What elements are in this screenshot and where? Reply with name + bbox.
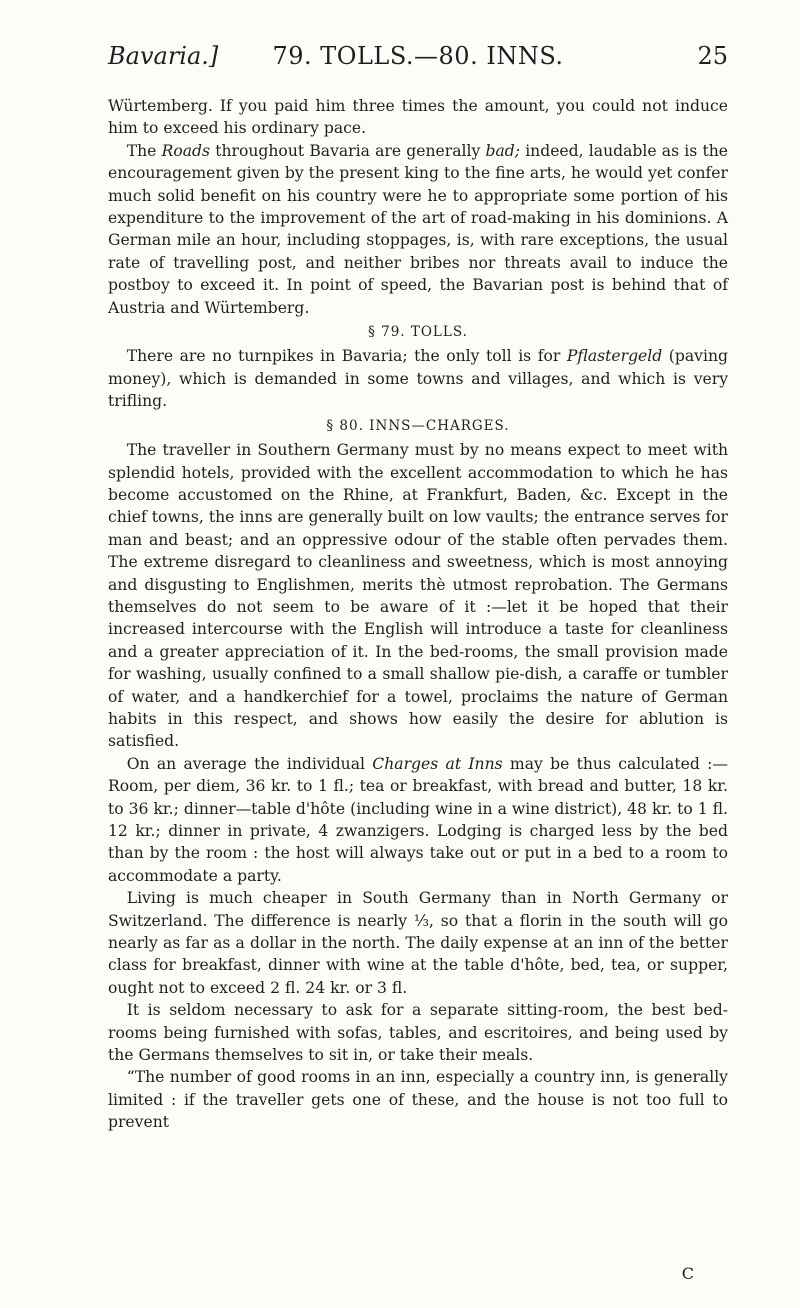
term-pflastergeld: Pflastergeld: [566, 347, 663, 366]
paragraph-wurtemberg-continuation: Würtemberg. If you paid him three times the amount, you could not induce him to exceed his ordinary pace.: [108, 97, 728, 138]
section-80-heading: § 80. INNS—CHARGES.: [326, 417, 510, 434]
term-charges-at-inns: Charges at Inns: [372, 754, 503, 773]
header-chapter-title: 79. TOLLS.—80. INNS.: [272, 42, 564, 70]
signature-mark: C: [681, 1264, 694, 1283]
section-79-heading: § 79. TOLLS.: [368, 324, 468, 341]
page-number: 25: [697, 42, 728, 70]
paragraph-tolls: There are no turnpikes in Bavaria; the only toll is for Pflastergeld (paving money), which is demanded in some towns and villages, and which is very trifling.: [108, 347, 728, 411]
term-bad: bad;: [485, 141, 520, 160]
paragraph-charges: On an average the individual Charges at Inns may be thus calculated :— Room, per diem, 36 kr. to 1 fl.; tea or breakfast, with bread and butter, 18 kr. to 36 kr.; dinner—table d'hôte (including wine in a wine district), 48 kr. to 1 fl. 12 kr.; dinner in private, 4 zwanzigers. Lodging is charged less by the bed than by the room : the host will always take out or put in a bed to a room to accommodate a party.: [108, 754, 728, 885]
paragraph-good-rooms: “The number of good rooms in an inn, especially a country inn, is generally limited : if the traveller gets one of these, and the house is not too full to prevent: [108, 1068, 728, 1132]
paragraph-sitting-room: It is seldom necessary to ask for a separate sitting-room, the best bed-rooms being furnished with sofas, tables, and escritoires, and being used by the Germans themselves to sit in, or take their meals.: [108, 1001, 728, 1065]
paragraph-living-costs: Living is much cheaper in South Germany than in North Germany or Switzerland. The difference is nearly ⅓, so that a florin in the south will go nearly as far as a dollar in the north. The daily expense at an inn of the better class for breakfast, dinner with wine at the table d'hôte, bed, tea, or supper, ought not to exceed 2 fl. 24 kr. or 3 fl.: [108, 889, 728, 997]
header-section-title: Bavaria.]: [108, 42, 219, 70]
page-body: [108, 95, 728, 1134]
term-roads: Roads: [161, 141, 211, 160]
paragraph-inns: The traveller in Southern Germany must by no means expect to meet with splendid hotels, provided with the excellent accommodation to which he has become accustomed on the Rhine, at Frankfurt, Baden, &c. Except in the chief towns, the inns are generally built on low vaults; the entrance serves for man and beast; and an oppressive odour of the stable often pervades them. The extreme disregard to cleanliness and sweetness, which is most annoying and disgusting to Englishmen, merits thè utmost reprobation. The Germans themselves do not seem to be aware of it :—let it be hoped that their increased intercourse with the English will introduce a taste for cleanliness and a greater appreciation of it. In the bed-rooms, the small provision made for washing, usually confined to a small shallow pie-dish, a caraffe or tumbler of water, and a handkerchief for a towel, proclaims the nature of German habits in this respect, and shows how easily the desire for ablution is satisfied.: [108, 441, 728, 751]
paragraph-roads: The Roads throughout Bavaria are generally bad; indeed, laudable as is the encouragement given by the present king to the fine arts, he would yet confer much solid benefit on his country were he to appropriate some portion of his expenditure to the improvement of the art of road-making in his dominions. A German mile an hour, including stoppages, is, with rare exceptions, the usual rate of travelling post, and neither bribes nor threats avail to induce the postboy to exceed it. In point of speed, the Bavarian post is behind that of Austria and Würtemberg.: [108, 141, 728, 317]
running-header: [108, 42, 728, 76]
